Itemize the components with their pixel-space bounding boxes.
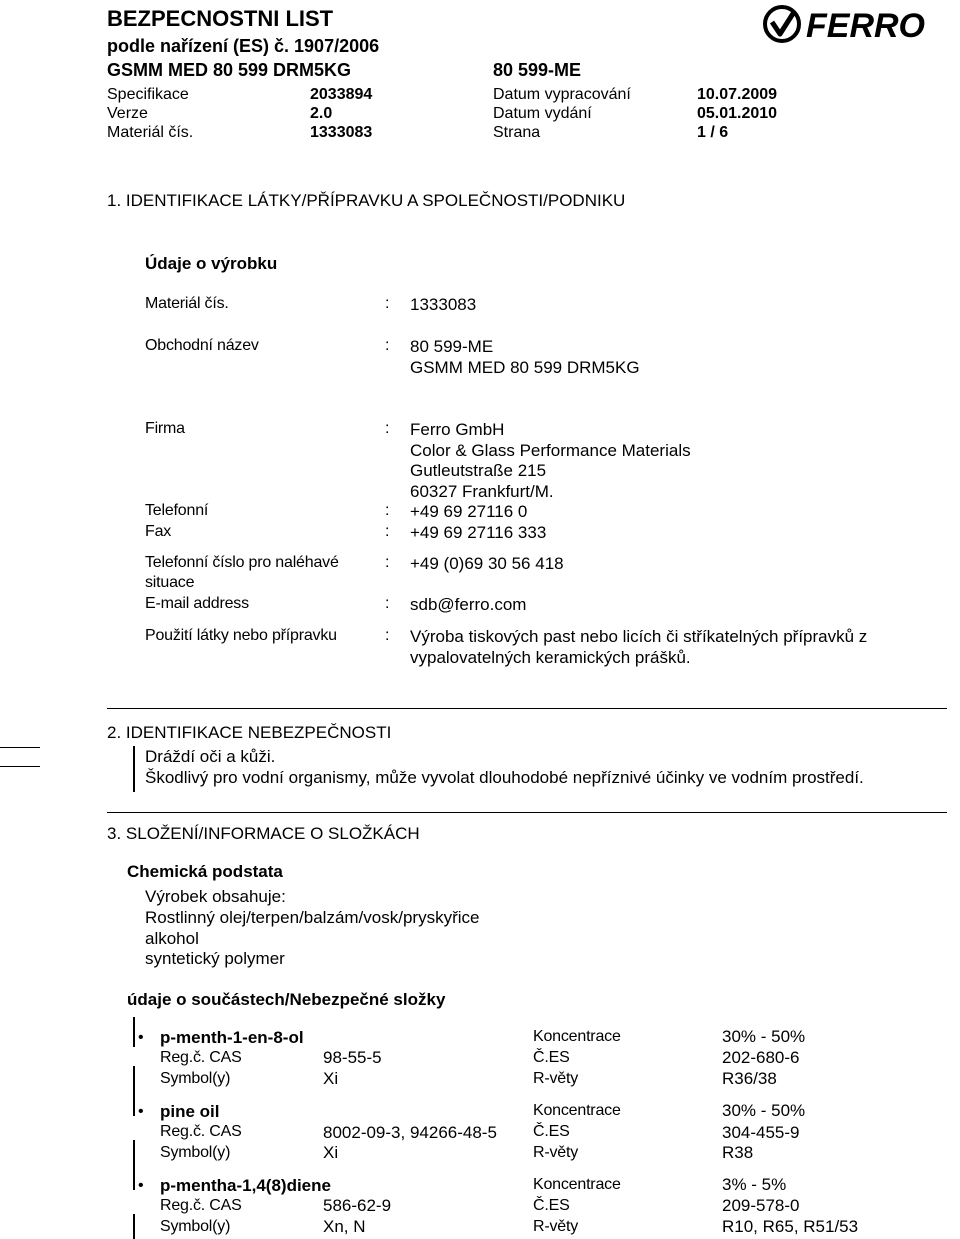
regulation-subtitle: podle nařízení (ES) č. 1907/2006	[107, 36, 380, 56]
concentration-label: Koncentrace	[533, 1176, 621, 1193]
change-bar	[133, 746, 135, 792]
cas-label: Reg.č. CAS	[160, 1049, 242, 1066]
symbol-value: Xn, N	[323, 1217, 366, 1236]
symbol-label: Symbol(y)	[160, 1070, 231, 1087]
svg-text:FERRO: FERRO	[806, 7, 925, 44]
colon: :	[385, 595, 390, 612]
emergency-phone-label: Telefonní číslo pro naléhavé	[145, 554, 339, 571]
phone-label: Telefonní	[145, 502, 209, 519]
revision-mark	[0, 747, 40, 748]
issue-date-label: Datum vydání	[493, 105, 592, 122]
r-phrases-value: R36/38	[722, 1069, 777, 1088]
document-title: BEZPECNOSTNI LIST	[107, 6, 334, 31]
version-label: Verze	[107, 105, 148, 122]
concentration-value: 30% - 50%	[722, 1027, 806, 1046]
colon: :	[385, 420, 390, 437]
cas-value: 586-62-9	[323, 1196, 392, 1215]
product-name: 80 599-ME	[493, 60, 582, 80]
bullet-icon: •	[138, 1103, 144, 1120]
company-label: Firma	[145, 420, 185, 437]
email-label: E-mail address	[145, 595, 249, 612]
cas-value: 98-55-5	[323, 1048, 382, 1067]
section-2-heading: 2. IDENTIFIKACE NEBEZPEČNOSTI	[107, 723, 392, 742]
symbol-value: Xi	[323, 1069, 339, 1088]
bullet-icon: •	[138, 1029, 144, 1046]
colon: :	[385, 627, 390, 644]
usage-value: Výroba tiskových past nebo licích či stříkatelných přípravků z	[410, 627, 868, 646]
ec-value: 202-680-6	[722, 1048, 800, 1067]
ec-value: 304-455-9	[722, 1123, 800, 1142]
company-division: Color & Glass Performance Materials	[410, 441, 691, 460]
colon: :	[385, 502, 390, 519]
spec-value: 2033894	[310, 86, 373, 103]
chemical-nature-heading: Chemická podstata	[127, 862, 283, 881]
company-name: Ferro GmbH	[410, 420, 505, 439]
concentration-label: Koncentrace	[533, 1102, 621, 1119]
trade-name-value: 80 599-ME	[410, 337, 494, 356]
spec-label: Specifikace	[107, 86, 189, 103]
material-no-label: Materiál čís.	[145, 295, 229, 312]
email-value[interactable]: sdb@ferro.com	[410, 595, 527, 614]
cas-label: Reg.č. CAS	[160, 1123, 242, 1140]
material-label: Materiál čís.	[107, 124, 194, 141]
trade-name-code: GSMM MED 80 599 DRM5KG	[410, 358, 640, 377]
colon: :	[385, 554, 390, 571]
contains-item: alkohol	[145, 929, 199, 948]
change-bar	[133, 1140, 135, 1190]
component-name: p-mentha-1,4(8)diene	[160, 1176, 331, 1195]
product-info-heading: Údaje o výrobku	[145, 254, 278, 273]
page-label: Strana	[493, 124, 541, 141]
prep-date-label: Datum vypracování	[493, 86, 631, 103]
company-street: Gutleutstraße 215	[410, 461, 547, 480]
r-phrases-label: R-věty	[533, 1070, 579, 1087]
change-bar	[133, 1017, 135, 1047]
fax-label: Fax	[145, 523, 172, 540]
company-city: 60327 Frankfurt/M.	[410, 482, 554, 501]
section-2-divider	[107, 708, 947, 709]
cas-value: 8002-09-3, 94266-48-5	[323, 1123, 497, 1142]
issue-date-value: 05.01.2010	[697, 105, 778, 122]
concentration-value: 30% - 50%	[722, 1101, 806, 1120]
material-no-value: 1333083	[410, 295, 477, 314]
symbol-label: Symbol(y)	[160, 1144, 231, 1161]
colon: :	[385, 295, 390, 312]
usage-label: Použití látky nebo přípravku	[145, 627, 337, 644]
symbol-value: Xi	[323, 1143, 339, 1162]
ec-value: 209-578-0	[722, 1196, 800, 1215]
ec-label: Č.ES	[533, 1123, 570, 1140]
r-phrases-value: R10, R65, R51/53	[722, 1217, 859, 1236]
colon: :	[385, 337, 390, 354]
section-3-divider	[107, 812, 947, 813]
page-value: 1 / 6	[697, 124, 729, 141]
product-code: GSMM MED 80 599 DRM5KG	[107, 60, 352, 80]
component-name: p-menth-1-en-8-ol	[160, 1028, 304, 1047]
revision-mark	[0, 766, 40, 767]
version-value: 2.0	[310, 105, 333, 122]
contains-item: syntetický polymer	[145, 949, 285, 968]
material-value: 1333083	[310, 124, 373, 141]
change-bar	[133, 1214, 135, 1239]
prep-date-value: 10.07.2009	[697, 86, 778, 103]
symbol-label: Symbol(y)	[160, 1218, 231, 1235]
ec-label: Č.ES	[533, 1049, 570, 1066]
trade-name-label: Obchodní název	[145, 337, 259, 354]
contains-item: Rostlinný olej/terpen/balzám/vosk/pryskyřice	[145, 908, 480, 927]
emergency-phone-value: +49 (0)69 30 56 418	[410, 554, 564, 573]
contains-label: Výrobek obsahuje:	[145, 887, 286, 906]
change-bar	[133, 1066, 135, 1116]
r-phrases-value: R38	[722, 1143, 754, 1162]
component-name: pine oil	[160, 1102, 220, 1121]
ferro-logo	[762, 4, 944, 44]
r-phrases-label: R-věty	[533, 1144, 579, 1161]
phone-value: +49 69 27116 0	[410, 502, 528, 521]
r-phrases-label: R-věty	[533, 1218, 579, 1235]
ec-label: Č.ES	[533, 1197, 570, 1214]
hazard-line-1: Dráždí oči a kůži.	[145, 747, 276, 766]
usage-value-2: vypalovatelných keramických prášků.	[410, 648, 691, 667]
bullet-icon: •	[138, 1177, 144, 1194]
cas-label: Reg.č. CAS	[160, 1197, 242, 1214]
concentration-value: 3% - 5%	[722, 1175, 787, 1194]
section-1-heading: 1. IDENTIFIKACE LÁTKY/PŘÍPRAVKU A SPOLEČNOSTI/PODNIKU	[107, 191, 626, 210]
emergency-phone-label-2: situace	[145, 574, 195, 591]
hazard-line-2: Škodlivý pro vodní organismy, může vyvolat dlouhodobé nepříznivé účinky ve vodním prostředí.	[145, 768, 864, 787]
concentration-label: Koncentrace	[533, 1028, 621, 1045]
section-3-heading: 3. SLOŽENÍ/INFORMACE O SLOŽKÁCH	[107, 824, 420, 843]
colon: :	[385, 523, 390, 540]
components-heading: údaje o součástech/Nebezpečné složky	[127, 990, 446, 1009]
fax-value: +49 69 27116 333	[410, 523, 547, 542]
